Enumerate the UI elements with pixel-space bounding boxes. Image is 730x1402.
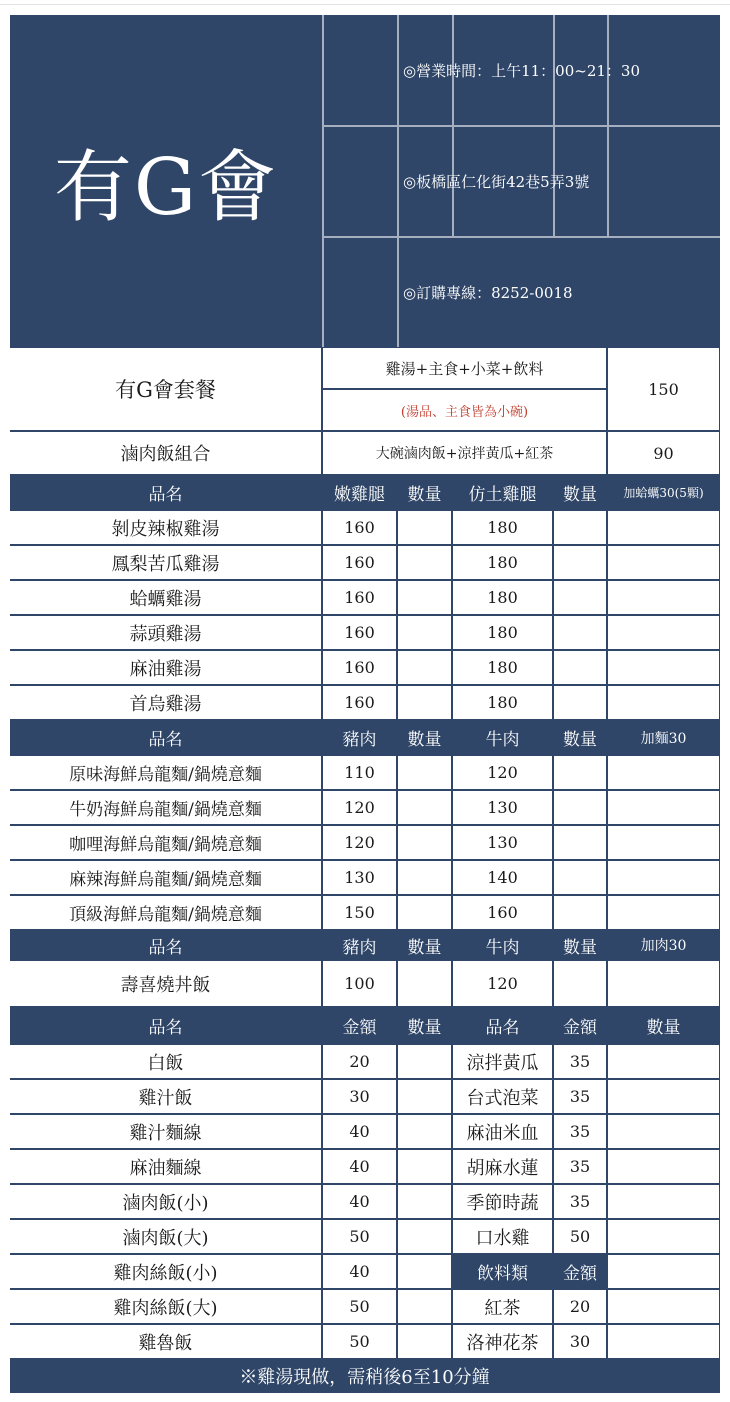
column-header: 品名	[10, 1008, 321, 1043]
item-price: 130	[323, 861, 396, 894]
item-price: 160	[323, 651, 396, 684]
combo-description: 雞湯+主食+小菜+飲料	[323, 348, 606, 388]
order-phone: ◎訂購專線：8252-0018	[403, 284, 573, 302]
item-name: 蛤蠣雞湯	[10, 581, 321, 614]
item-price: 120	[323, 826, 396, 859]
quantity-cell	[398, 861, 451, 894]
quantity-cell	[554, 686, 606, 719]
item-name: 台式泡菜	[453, 1080, 552, 1113]
quantity-cell	[608, 616, 719, 649]
item-price: 120	[323, 791, 396, 824]
column-header: 嫩雞腿	[323, 476, 396, 509]
column-header: 加蛤蠣30(5顆)	[608, 476, 719, 509]
column-header: 仿土雞腿	[453, 476, 552, 509]
item-name: 滷肉飯(大)	[10, 1220, 321, 1253]
column-header: 數量	[398, 931, 451, 959]
item-price: 100	[323, 961, 396, 1006]
quantity-cell	[608, 1220, 719, 1253]
column-header: 品名	[10, 721, 321, 754]
column-header: 金額	[554, 1008, 606, 1043]
quantity-cell	[398, 791, 451, 824]
item-name: 季節時蔬	[453, 1185, 552, 1218]
quantity-cell	[608, 1185, 719, 1218]
quantity-cell	[608, 896, 719, 929]
item-price: 50	[323, 1325, 396, 1358]
column-header: 品名	[10, 476, 321, 509]
quantity-cell	[554, 546, 606, 579]
item-name: 雞魯飯	[10, 1325, 321, 1358]
quantity-cell	[608, 511, 719, 544]
quantity-cell	[554, 826, 606, 859]
quantity-cell	[608, 1150, 719, 1183]
item-price: 180	[453, 686, 552, 719]
item-name: 涼拌黃瓜	[453, 1045, 552, 1078]
column-header: 品名	[453, 1008, 552, 1043]
quantity-cell	[608, 1255, 719, 1288]
item-name: 雞肉絲飯(大)	[10, 1290, 321, 1323]
quantity-cell	[398, 686, 451, 719]
item-price: 40	[323, 1185, 396, 1218]
column-header: 品名	[10, 931, 321, 959]
quantity-cell	[554, 581, 606, 614]
item-price: 180	[453, 651, 552, 684]
item-price: 30	[323, 1080, 396, 1113]
item-price: 130	[453, 791, 552, 824]
column-header: 加肉30	[608, 931, 719, 959]
footer-note: ※雞湯現做，需稍後6至10分鐘	[10, 1360, 719, 1392]
item-price: 120	[453, 756, 552, 789]
item-name: 雞汁麵線	[10, 1115, 321, 1148]
item-price: 50	[554, 1220, 606, 1253]
item-price: 40	[323, 1255, 396, 1288]
item-name: 蒜頭雞湯	[10, 616, 321, 649]
item-price: 130	[453, 826, 552, 859]
item-name: 咖哩海鮮烏龍麵/鍋燒意麵	[10, 826, 321, 859]
address: ◎板橋區仁化街42巷5弄3號	[403, 173, 590, 191]
quantity-cell	[608, 826, 719, 859]
item-name: 雞肉絲飯(小)	[10, 1255, 321, 1288]
item-name: 首烏雞湯	[10, 686, 321, 719]
quantity-cell	[398, 1115, 451, 1148]
quantity-cell	[608, 1115, 719, 1148]
column-header: 數量	[398, 1008, 451, 1043]
column-header: 牛肉	[453, 721, 552, 754]
quantity-cell	[398, 1325, 451, 1358]
combo-description: 大碗滷肉飯+涼拌黃瓜+紅茶	[323, 432, 606, 474]
combo-name: 有G會套餐	[10, 348, 321, 430]
business-hours: ◎營業時間：上午11：00~21：30	[403, 61, 641, 80]
item-name: 壽喜燒丼飯	[10, 961, 321, 1006]
quantity-cell	[608, 1325, 719, 1358]
item-price: 35	[554, 1080, 606, 1113]
quantity-cell	[608, 756, 719, 789]
item-price: 180	[453, 546, 552, 579]
item-price: 160	[323, 511, 396, 544]
restaurant-logo: 有G會	[53, 143, 279, 233]
header-divider	[322, 15, 324, 347]
drinks-header: 金額	[554, 1255, 606, 1288]
quantity-cell	[554, 961, 606, 1006]
column-header: 牛肉	[453, 931, 552, 959]
quantity-cell	[608, 651, 719, 684]
quantity-cell	[608, 861, 719, 894]
item-name: 洛神花茶	[453, 1325, 552, 1358]
quantity-cell	[398, 1220, 451, 1253]
quantity-cell	[608, 791, 719, 824]
item-price: 140	[453, 861, 552, 894]
item-name: 口水雞	[453, 1220, 552, 1253]
item-name: 胡麻水蓮	[453, 1150, 552, 1183]
quantity-cell	[398, 616, 451, 649]
item-price: 180	[453, 511, 552, 544]
menu-sheet	[10, 15, 720, 1393]
item-price: 50	[323, 1220, 396, 1253]
item-price: 160	[323, 581, 396, 614]
combo-name: 滷肉飯組合	[10, 432, 321, 474]
item-name: 紅茶	[453, 1290, 552, 1323]
quantity-cell	[608, 581, 719, 614]
quantity-cell	[398, 1150, 451, 1183]
column-header: 數量	[398, 721, 451, 754]
quantity-cell	[398, 1255, 451, 1288]
item-name: 滷肉飯(小)	[10, 1185, 321, 1218]
column-header: 數量	[398, 476, 451, 509]
column-header: 數量	[608, 1008, 719, 1043]
drinks-header: 飲料類	[453, 1255, 552, 1288]
column-header: 數量	[554, 931, 606, 959]
quantity-cell	[398, 1045, 451, 1078]
page-top-rule	[0, 4, 730, 5]
item-name: 原味海鮮烏龍麵/鍋燒意麵	[10, 756, 321, 789]
column-header: 豬肉	[323, 931, 396, 959]
item-price: 160	[323, 546, 396, 579]
item-price: 180	[453, 616, 552, 649]
quantity-cell	[554, 651, 606, 684]
item-price: 20	[323, 1045, 396, 1078]
quantity-cell	[608, 546, 719, 579]
combo-price: 90	[608, 432, 719, 474]
combo-note: (湯品、主食皆為小碗)	[323, 390, 606, 430]
item-name: 鳳梨苦瓜雞湯	[10, 546, 321, 579]
quantity-cell	[554, 861, 606, 894]
column-header: 加麵30	[608, 721, 719, 754]
item-price: 40	[323, 1150, 396, 1183]
item-price: 20	[554, 1290, 606, 1323]
item-price: 160	[323, 616, 396, 649]
quantity-cell	[554, 511, 606, 544]
item-price: 35	[554, 1185, 606, 1218]
item-name: 剝皮辣椒雞湯	[10, 511, 321, 544]
quantity-cell	[398, 961, 451, 1006]
item-price: 180	[453, 581, 552, 614]
item-name: 麻油雞湯	[10, 651, 321, 684]
item-name: 頂級海鮮烏龍麵/鍋燒意麵	[10, 896, 321, 929]
item-price: 160	[453, 896, 552, 929]
quantity-cell	[398, 1185, 451, 1218]
item-price: 35	[554, 1115, 606, 1148]
item-price: 120	[453, 961, 552, 1006]
quantity-cell	[554, 616, 606, 649]
item-price: 35	[554, 1150, 606, 1183]
quantity-cell	[608, 686, 719, 719]
column-header: 豬肉	[323, 721, 396, 754]
item-name: 麻辣海鮮烏龍麵/鍋燒意麵	[10, 861, 321, 894]
item-price: 50	[323, 1290, 396, 1323]
item-price: 110	[323, 756, 396, 789]
item-name: 麻油麵線	[10, 1150, 321, 1183]
quantity-cell	[398, 826, 451, 859]
column-header: 數量	[554, 721, 606, 754]
quantity-cell	[608, 1290, 719, 1323]
quantity-cell	[398, 1290, 451, 1323]
quantity-cell	[398, 511, 451, 544]
quantity-cell	[554, 756, 606, 789]
item-price: 160	[323, 686, 396, 719]
combo-price: 150	[608, 348, 719, 430]
quantity-cell	[398, 1080, 451, 1113]
column-header: 金額	[323, 1008, 396, 1043]
quantity-cell	[608, 961, 719, 1006]
item-price: 30	[554, 1325, 606, 1358]
item-name: 麻油米血	[453, 1115, 552, 1148]
quantity-cell	[398, 651, 451, 684]
item-price: 150	[323, 896, 396, 929]
item-name: 牛奶海鮮烏龍麵/鍋燒意麵	[10, 791, 321, 824]
quantity-cell	[398, 546, 451, 579]
item-name: 白飯	[10, 1045, 321, 1078]
item-price: 40	[323, 1115, 396, 1148]
quantity-cell	[554, 791, 606, 824]
quantity-cell	[398, 896, 451, 929]
quantity-cell	[398, 581, 451, 614]
quantity-cell	[608, 1080, 719, 1113]
quantity-cell	[398, 756, 451, 789]
item-price: 35	[554, 1045, 606, 1078]
quantity-cell	[554, 896, 606, 929]
column-header: 數量	[554, 476, 606, 509]
item-name: 雞汁飯	[10, 1080, 321, 1113]
quantity-cell	[608, 1045, 719, 1078]
